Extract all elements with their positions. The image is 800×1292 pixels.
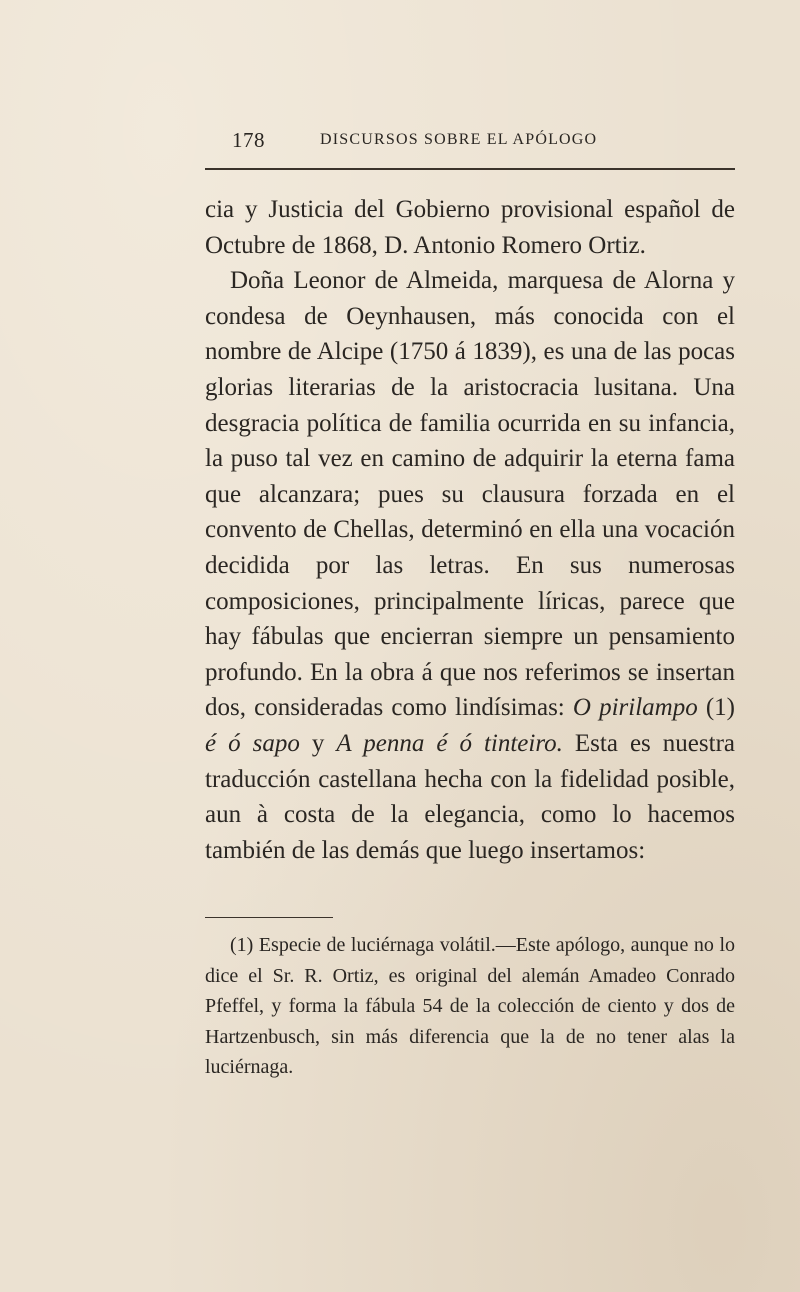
running-header <box>232 128 732 158</box>
paragraph-2-part-b: Esta es nuestra traducción castellana hecha con la fidelidad posible, aun à costa de la elegancia, como lo hacemos también de las demás que luego insertamos: <box>205 729 735 864</box>
work-title-sapo: é ó sapo <box>205 729 300 757</box>
footnote <box>205 930 735 1083</box>
page-number: 178 <box>232 128 265 152</box>
work-title-pirilampo: O pirilampo <box>572 694 698 722</box>
paragraph-2-part-a: Doña Leonor de Almeida, marquesa de Alorna y condesa de Oeynhausen, más conocida con el nombre de Alcipe (1750 á 1839), es una de las pocas glorias literarias de la aristocracia lusitana. Una desgracia política de familia ocurrida en su infancia, la puso tal vez en camino de adquirir la eterna fama que alcanzara; pues su clausura forzada en el convento de Chellas, determinó en ella una vocación decidida por las letras. En sus numerosas composiciones, principalmente líricas, parece que hay fábulas que encierran siempre un pensamiento profundo. En la obra á que nos referimos se insertan dos, consideradas como lindísimas: <box>205 267 735 722</box>
footnote-rule <box>205 917 333 918</box>
footnote-reference: (1) <box>697 694 735 722</box>
header-rule <box>205 168 735 170</box>
paragraph-2 <box>205 263 735 868</box>
conjunction: y <box>299 729 337 757</box>
main-text <box>205 192 735 868</box>
paragraph-1: cia y Justicia del Gobierno provisional español de Octubre de 1868, D. Antonio Romero Ortiz. <box>205 196 735 259</box>
running-title: DISCURSOS SOBRE EL APÓLOGO <box>320 131 598 148</box>
work-title-penna: A penna é ó tinteiro. <box>336 729 563 757</box>
footnote-text: (1) Especie de luciérnaga volátil.—Este apólogo, aunque no lo dice el Sr. R. Ortiz, es original del alemán Amadeo Conrado Pfeffel, y forma la fábula 54 de la colección de ciento y dos de Hartzenbusch, sin más diferencia que la de no tener alas la luciérnaga. <box>205 934 735 1078</box>
